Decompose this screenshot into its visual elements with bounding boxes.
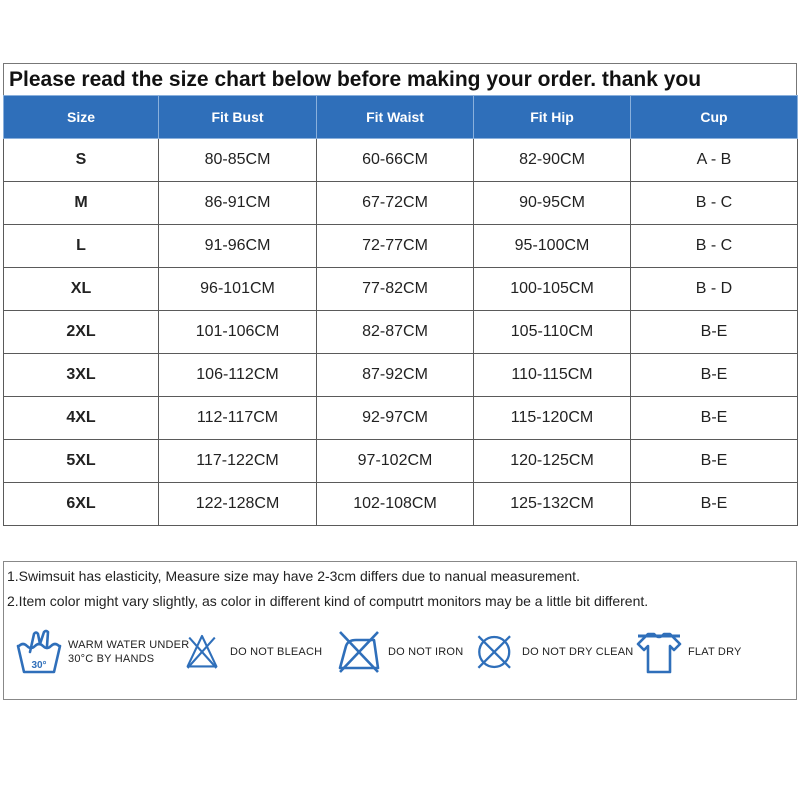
cell-hip: 82-90CM [474,139,631,182]
cell-size: XL [4,268,159,311]
cell-waist: 60-66CM [317,139,474,182]
cell-size: 2XL [4,311,159,354]
notes-panel [3,561,797,700]
column-header-waist: Fit Waist [317,96,474,139]
cell-cup: B-E [631,483,798,526]
flat-dry-icon [634,628,684,676]
care-label-do-not-bleach: DO NOT BLEACH [230,646,323,658]
cell-cup: B - D [631,268,798,311]
cell-hip: 110-115CM [474,354,631,397]
cell-cup: B-E [631,311,798,354]
care-item-do-not-dry-clean [474,628,633,676]
cell-cup: B-E [631,440,798,483]
table-row [4,397,798,440]
cell-waist: 67-72CM [317,182,474,225]
cell-bust: 86-91CM [159,182,317,225]
cell-bust: 112-117CM [159,397,317,440]
hand-wash-icon [14,628,64,676]
cell-cup: B-E [631,354,798,397]
table-row [4,440,798,483]
cell-bust: 122-128CM [159,483,317,526]
care-label-do-not-iron: DO NOT IRON [388,646,464,658]
cell-waist: 97-102CM [317,440,474,483]
cell-waist: 72-77CM [317,225,474,268]
cell-hip: 100-105CM [474,268,631,311]
note-color: 2.Item color might vary slightly, as color in different kind of computrt monitors may be a little bit different. [7,593,649,609]
do-not-dry-clean-icon [474,628,518,676]
table-body [4,139,798,526]
care-item-flat-dry [634,628,742,676]
table-header-row [4,96,798,139]
cell-bust: 106-112CM [159,354,317,397]
cell-waist: 82-87CM [317,311,474,354]
cell-hip: 90-95CM [474,182,631,225]
cell-cup: B-E [631,397,798,440]
size-table [3,95,798,526]
cell-waist: 102-108CM [317,483,474,526]
care-item-do-not-bleach [186,628,322,676]
cell-cup: B - C [631,225,798,268]
do-not-bleach-icon [186,628,226,676]
table-row [4,354,798,397]
cell-bust: 80-85CM [159,139,317,182]
column-header-bust: Fit Bust [159,96,317,139]
care-label-do-not-dry-clean: DO NOT DRY CLEAN [522,646,634,658]
cell-hip: 125-132CM [474,483,631,526]
cell-bust: 91-96CM [159,225,317,268]
do-not-iron-icon [334,628,384,676]
table-row [4,311,798,354]
cell-bust: 117-122CM [159,440,317,483]
care-item-do-not-iron [334,628,463,676]
care-label-flat-dry: FLAT DRY [688,646,742,658]
cell-size: M [4,182,159,225]
cell-bust: 101-106CM [159,311,317,354]
table-row [4,139,798,182]
cell-waist: 92-97CM [317,397,474,440]
svg-text:30°: 30° [31,660,47,671]
note-elasticity: 1.Swimsuit has elasticity, Measure size may have 2-3cm differs due to nanual measurement. [7,568,580,584]
table-row [4,182,798,225]
cell-size: L [4,225,159,268]
chart-title: Please read the size chart below before making your order. thank you [3,63,797,95]
cell-size: 5XL [4,440,159,483]
table-row [4,268,798,311]
table-row [4,483,798,526]
cell-size: S [4,139,159,182]
cell-size: 3XL [4,354,159,397]
cell-waist: 87-92CM [317,354,474,397]
column-header-size: Size [4,96,159,139]
column-header-hip: Fit Hip [474,96,631,139]
table-row [4,225,798,268]
care-label-hand-wash: WARM WATER UNDER 30°C BY HANDS [68,639,190,665]
cell-size: 4XL [4,397,159,440]
size-chart [3,63,797,526]
column-header-cup: Cup [631,96,798,139]
cell-hip: 115-120CM [474,397,631,440]
cell-bust: 96-101CM [159,268,317,311]
cell-hip: 120-125CM [474,440,631,483]
cell-cup: A - B [631,139,798,182]
cell-hip: 95-100CM [474,225,631,268]
cell-hip: 105-110CM [474,311,631,354]
cell-size: 6XL [4,483,159,526]
cell-waist: 77-82CM [317,268,474,311]
cell-cup: B - C [631,182,798,225]
care-item-hand-wash [14,628,189,676]
